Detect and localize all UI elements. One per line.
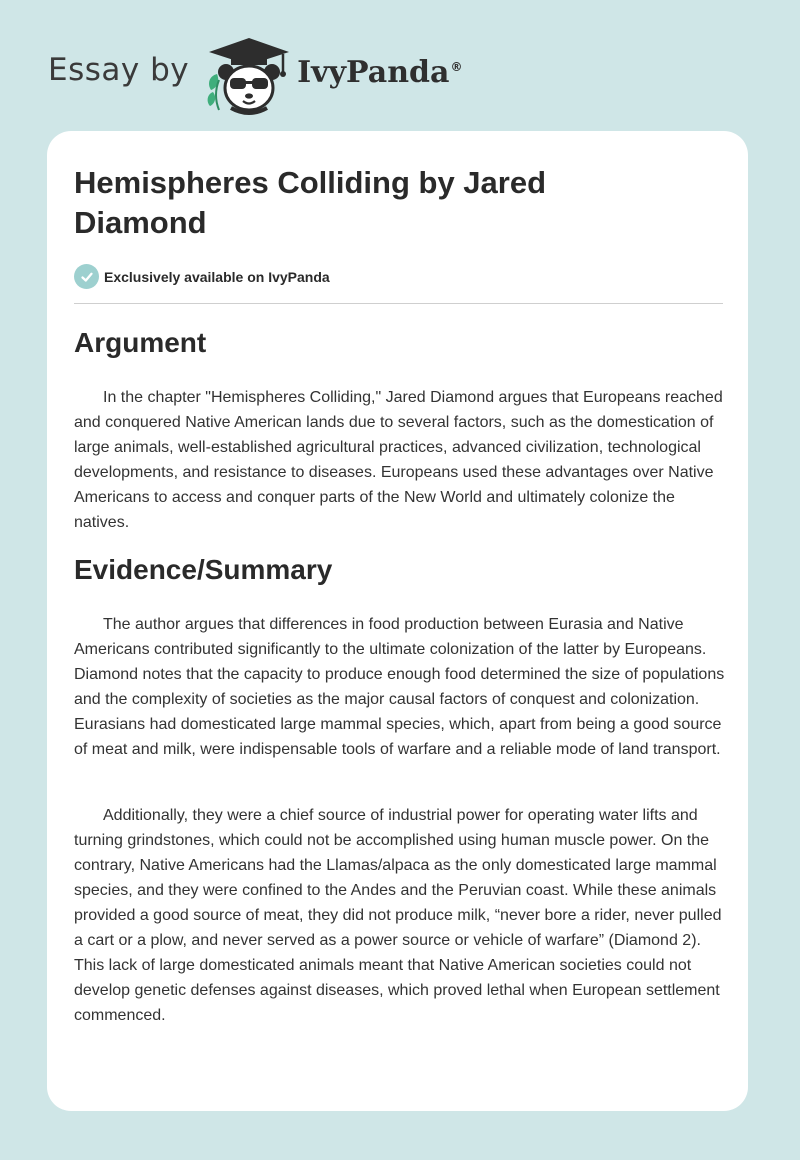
argument-paragraph: In the chapter "Hemispheres Colliding," Jared Diamond argues that Europeans reached and conquered Native American lands due to several factors, such as the domestication of large animals, well-established agricultural practices, advanced civilization, technological developments, and resistance to diseases. Europeans used these advantages over Native Americans to access and conquer parts of the New World and ultimately colonize the natives.	[74, 389, 723, 531]
brand-name	[297, 55, 462, 90]
evidence-paragraph-1: The author argues that differences in food production between Eurasia and Native Americans contributed significantly to the ultimate colonization of the latter by Europeans. Diamond notes that the capacity to produce enough food determined the size of populations and the complexity of societies as the major causal factors of conquest and colonization. Eurasians had domesticated large mammal species, which, apart from being a good source of meat and milk, were indispensable tools of warfare and a reliable mode of land transport.	[74, 616, 725, 758]
brand-prefix: Essay by	[48, 52, 190, 88]
check-icon	[74, 264, 99, 289]
registered-mark: ®	[450, 59, 463, 74]
essay-title: Hemispheres Colliding by Jared Diamond	[74, 165, 547, 240]
exclusive-label: Exclusively available on IvyPanda	[104, 268, 330, 285]
section-heading-evidence: Evidence/Summary	[74, 554, 333, 585]
exclusive-badge	[74, 264, 330, 289]
leaf-icon	[208, 74, 219, 110]
brand-header	[48, 30, 462, 120]
brand-name-text: IvyPanda	[297, 54, 450, 90]
section-heading-argument: Argument	[74, 327, 207, 358]
evidence-paragraph-2: Additionally, they were a chief source of industrial power for operating water lifts and turning grindstones, which could not be accomplished using human muscle power. On the contrary, Native Americans had the Llamas/alpaca as the only domesticated large mammal species, and they were confined to the Andes and the Peruvian coast. While these animals provided a good source of meat, they did not produce milk, “never bore a rider, never pulled a cart or a plow, and never served as a power source or vehicle of warfare” (Diamond 2). This lack of large domesticated animals meant that Native American societies could not develop genetic defenses against diseases, which proved lethal when European settlement commenced.	[74, 807, 722, 1024]
essay-card	[47, 131, 748, 1111]
divider	[74, 303, 723, 304]
panda-logo-icon	[203, 34, 295, 116]
